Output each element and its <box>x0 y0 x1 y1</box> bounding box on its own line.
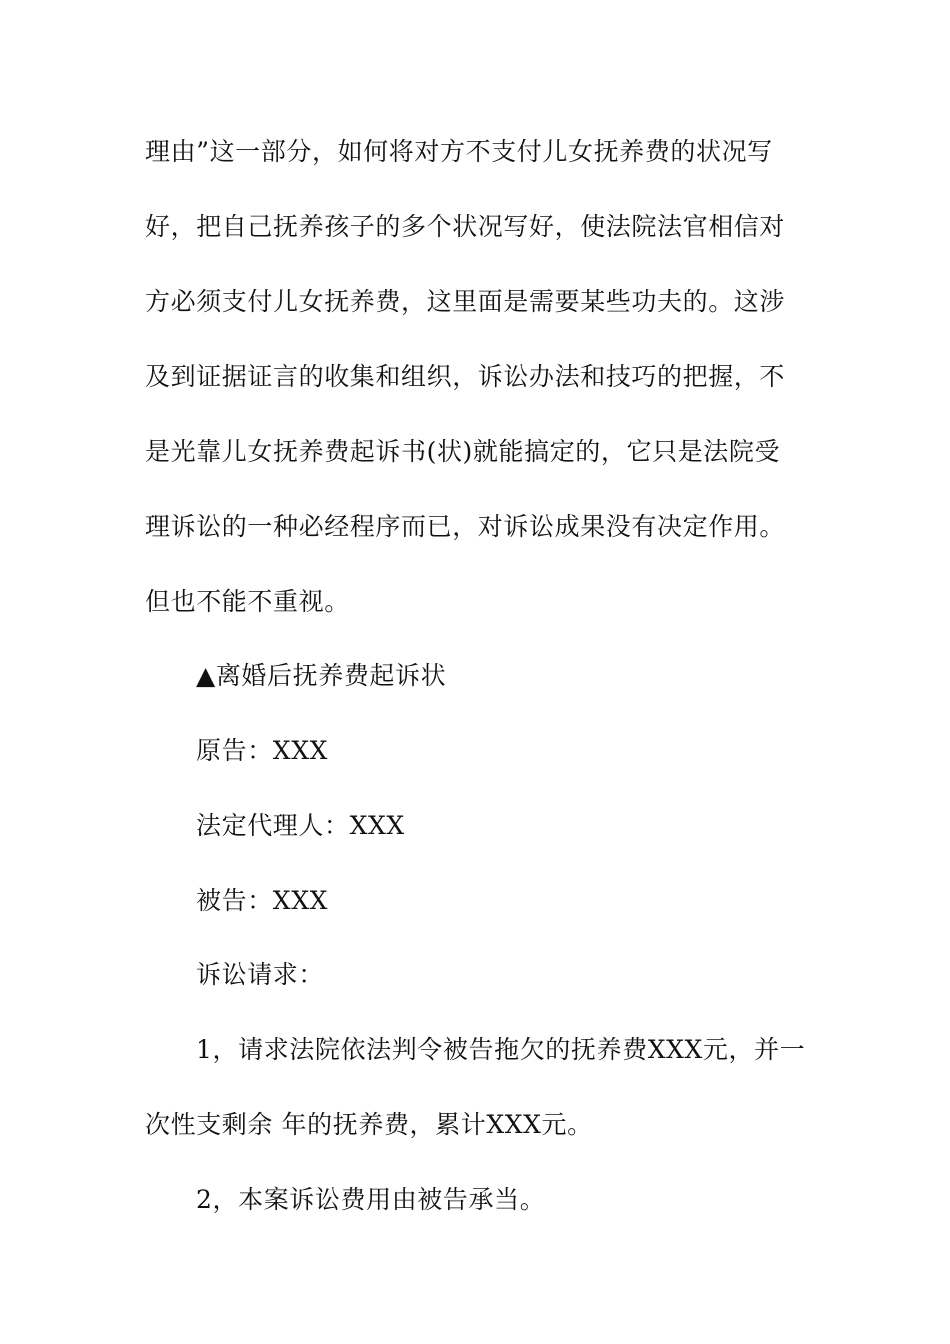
section-heading: ▲离婚后抚养费起诉状 <box>196 661 447 690</box>
claim-2-line: 2，本案诉讼费用由被告承当。 <box>196 1185 546 1214</box>
paragraph-line-3: 方必须支付儿女抚养费，这里面是需要某些功夫的。这涉 <box>145 287 786 316</box>
claims-heading: 诉讼请求： <box>196 960 325 989</box>
paragraph-line-1: 理由”这一部分，如何将对方不支付儿女抚养费的状况写 <box>145 137 773 166</box>
paragraph-line-4: 及到证据证言的收集和组织，诉讼办法和技巧的把握，不 <box>145 362 786 391</box>
paragraph-line-2: 好，把自己抚养孩子的多个状况写好，使法院法官相信对 <box>145 212 786 241</box>
plaintiff-line: 原告：XXX <box>196 736 328 765</box>
paragraph-line-7: 但也不能不重视。 <box>145 587 350 616</box>
legal-agent-line: 法定代理人：XXX <box>196 811 405 840</box>
claim-1-line-2: 次性支剩余 年的抚养费，累计XXX元。 <box>145 1110 593 1139</box>
paragraph-line-6: 理诉讼的一种必经程序而已，对诉讼成果没有决定作用。 <box>145 512 786 541</box>
defendant-line: 被告：XXX <box>196 886 328 915</box>
claim-1-line-1: 1，请求法院依法判令被告拖欠的抚养费XXX元，并一 <box>196 1035 806 1064</box>
paragraph-line-5: 是光靠儿女抚养费起诉书(状)就能搞定的，它只是法院受 <box>145 437 781 466</box>
